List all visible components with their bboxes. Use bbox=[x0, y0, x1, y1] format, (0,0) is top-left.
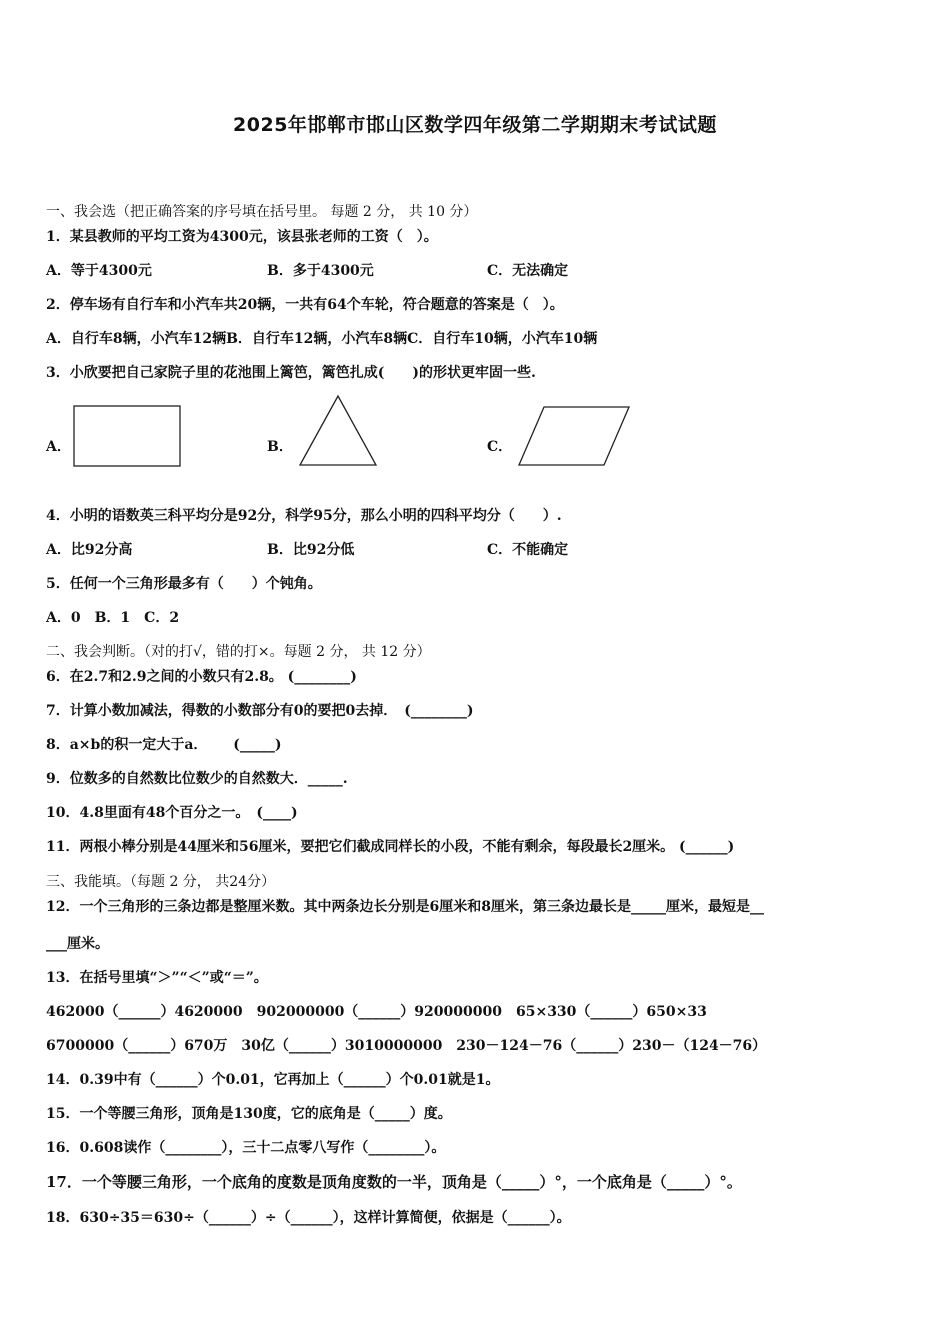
question-11: 11．两根小棒分别是44厘米和56厘米，要把它们截成同样长的小段，不能有剩余，每段最长2厘米。 (______) bbox=[46, 839, 735, 855]
q1-option-c: C．无法确定 bbox=[487, 263, 569, 279]
q4-option-b: B．比92分低 bbox=[267, 542, 355, 558]
section-heading-judge: 二、我会判断。（对的打√，错的打×。每题 2 分， 共 12 分） bbox=[46, 644, 431, 660]
question-2: 2．停车场有自行车和小汽车共20辆，一共有64个车轮，符合题意的答案是（ ）。 bbox=[46, 297, 564, 313]
question-18: 18．630÷35＝630÷（______）÷（______），这样计算简便，依据是（______）。 bbox=[46, 1210, 571, 1226]
parallelogram-figure bbox=[517, 405, 631, 467]
question-15: 15．一个等腰三角形，顶角是130度，它的底角是（_____）度。 bbox=[46, 1106, 452, 1122]
q3-option-b-label: B． bbox=[267, 439, 293, 455]
question-6: 6．在2.7和2.9之间的小数只有2.8。 (________) bbox=[46, 669, 357, 685]
question-5: 5．任何一个三角形最多有（ ）个钝角。 bbox=[46, 576, 322, 592]
q3-option-c-label: C． bbox=[487, 439, 513, 455]
question-14: 14．0.39中有（______）个0.01，它再加上（______）个0.01就是1。 bbox=[46, 1072, 500, 1088]
section-heading-fill: 三、我能填。（每题 2 分， 共24分） bbox=[46, 874, 276, 890]
q3-option-a-label: A． bbox=[46, 439, 71, 455]
q4-option-a: A．比92分高 bbox=[46, 542, 133, 558]
rectangle-figure bbox=[72, 404, 182, 468]
page-title: 2025年邯郸市邯山区数学四年级第二学期期末考试试题 bbox=[233, 114, 717, 136]
question-12-line-2: ___厘米。 bbox=[46, 936, 109, 952]
question-1: 1．某县教师的平均工资为4300元，该县张老师的工资（ ）。 bbox=[46, 229, 438, 245]
q13-compare-row-1: 462000（______）4620000 902000000（______）920000000 65×330（______）650×33 bbox=[46, 1004, 707, 1020]
q1-option-b: B．多于4300元 bbox=[267, 263, 374, 279]
q2-options: A．自行车8辆，小汽车12辆B．自行车12辆，小汽车8辆C．自行车10辆，小汽车10辆 bbox=[46, 331, 598, 347]
question-9: 9．位数多的自然数比位数少的自然数大．_____. bbox=[46, 771, 348, 787]
question-3: 3．小欣要把自己家院子里的花池围上篱笆，篱笆扎成( )的形状更牢固一些. bbox=[46, 365, 536, 381]
q1-option-a: A．等于4300元 bbox=[46, 263, 152, 279]
q4-option-c: C．不能确定 bbox=[487, 542, 569, 558]
section-heading-choice: 一、我会选（把正确答案的序号填在括号里。 每题 2 分， 共 10 分） bbox=[46, 204, 478, 220]
question-16: 16．0.608读作（________），三十二点零八写作（________）。 bbox=[46, 1140, 446, 1156]
question-12-line-1: 12．一个三角形的三条边都是整厘米数。其中两条边长分别是6厘米和8厘米，第三条边最长是_____厘米，最短是__ bbox=[46, 899, 764, 915]
question-10: 10．4.8里面有48个百分之一。 (____) bbox=[46, 805, 298, 821]
question-17: 17．一个等腰三角形，一个底角的度数是顶角度数的一半，顶角是（_____）°，一个底角是（_____）°。 bbox=[46, 1173, 742, 1191]
question-7: 7．计算小数加减法，得数的小数部分有0的要把0去掉． (________) bbox=[46, 703, 474, 719]
q13-compare-row-2: 6700000（______）670万 30亿（______）3010000000 230－124－76（______）230－（124－76） bbox=[46, 1038, 767, 1054]
question-13: 13．在括号里填“＞”“＜”或“＝”。 bbox=[46, 970, 268, 986]
q5-options: A．0 B．1 C．2 bbox=[46, 610, 180, 626]
question-8: 8．a×b的积一定大于a． (_____) bbox=[46, 737, 282, 753]
question-4: 4．小明的语数英三科平均分是92分，科学95分，那么小明的四科平均分（ ）. bbox=[46, 508, 562, 524]
triangle-figure bbox=[298, 394, 378, 468]
